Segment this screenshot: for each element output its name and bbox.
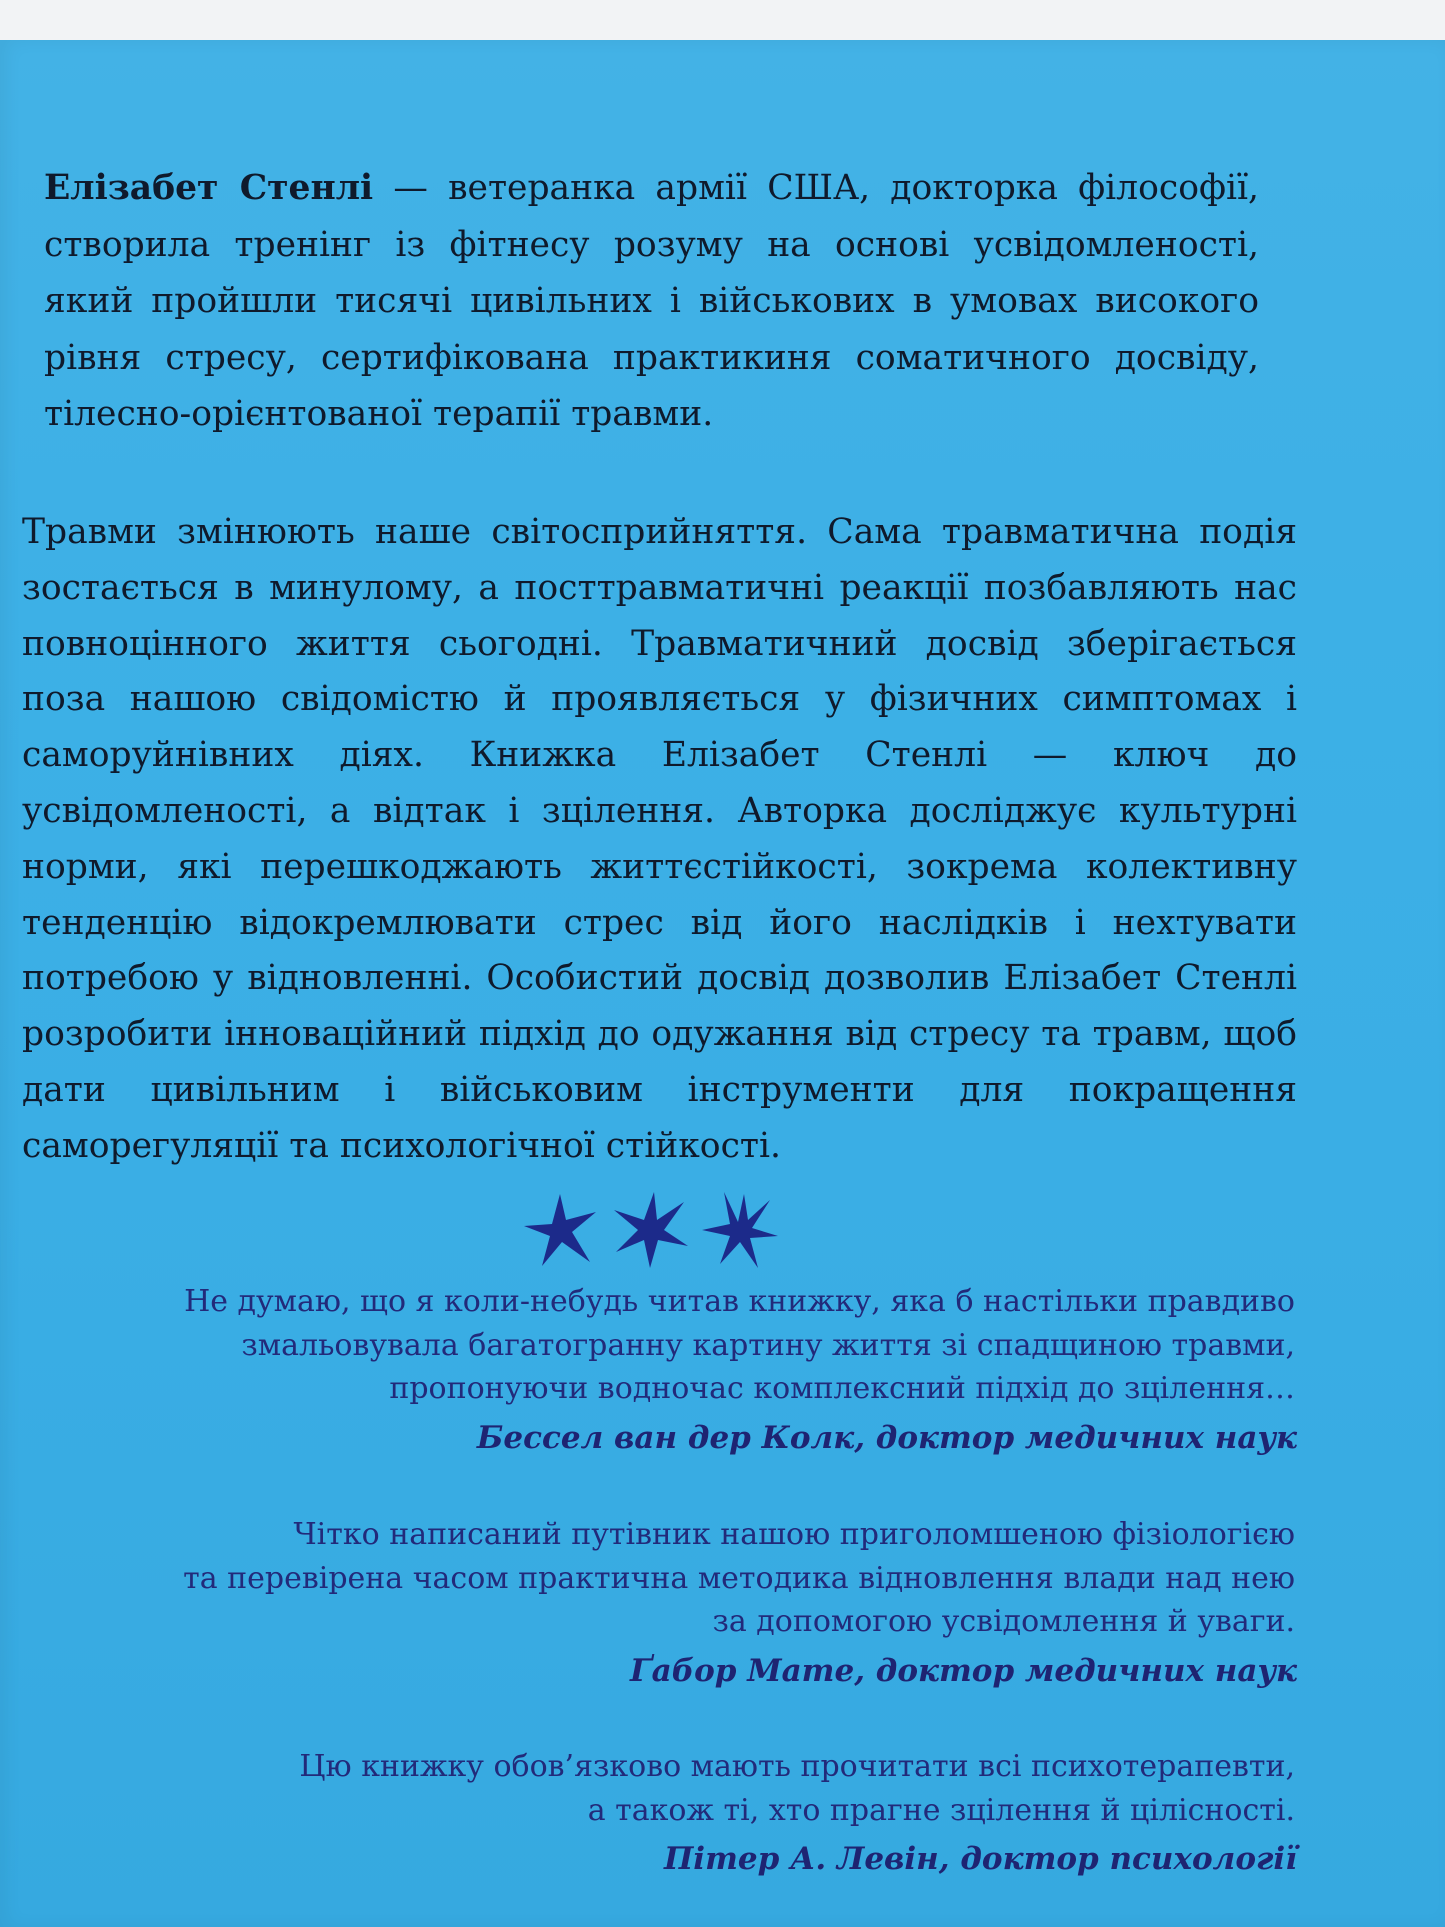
star-icon xyxy=(610,1190,690,1270)
quote-line: змальовувала багатогранну картину життя зі спадщиною травми, xyxy=(241,1327,1295,1363)
quote-line: Не думаю, що я коли-небудь читав книжку, яка б настільки правдиво xyxy=(184,1284,1295,1319)
quote-attribution: Бессел ван дер Колк, доктор медичних наук xyxy=(476,1420,1297,1456)
star-icon xyxy=(700,1190,780,1270)
quote-line: пропонуючи водночас комплексний підхід до зцілення… xyxy=(389,1371,1295,1406)
quote-attribution: Ґабор Мате, доктор медичних наук xyxy=(629,1653,1297,1689)
author-bio-text: — ветеранка армії США, докторка філософії, створила тренінг із фітнесу розуму на основі усвідомленості, який пройшли тисячі цивільних і військових в умовах високого рівня стресу, сертифікована практикиня соматичного досвіду, тілесно-орієнтованої терапії травми. xyxy=(44,168,1260,434)
quote-line: за допомогою усвідомлення й уваги. xyxy=(712,1604,1295,1639)
quote-line: Чітко написаний путівник нашою приголомшеною фізіологією xyxy=(293,1517,1295,1552)
review-quote-2 xyxy=(65,1513,1295,1644)
quote-attribution: Пітер А. Левін, доктор психології xyxy=(664,1841,1297,1877)
book-back-cover xyxy=(0,40,1445,1927)
quote-line: а також ті, хто прагне зцілення й цілісності. xyxy=(587,1792,1295,1828)
review-quote-3 xyxy=(65,1745,1295,1832)
star-ornament xyxy=(520,1190,780,1280)
quote-line: та перевірена часом практична методика відновлення влади над нею xyxy=(183,1560,1295,1596)
quote-line: Цю книжку обов’язково мають прочитати всі психотерапевти, xyxy=(299,1749,1295,1784)
book-description: Травми змінюють наше світосприйняття. Сама травматична подія зостається в минулому, а посттравматичні реакції позбавляють нас повноцінного життя сьогодні. Травматичний досвід зберігається поза нашою свідомістю й проявляється у фізичних симптомах і саморуйнівних діях. Книжка Елізабет Стенлі — ключ до усвідомленості, а відтак і зцілення. Авторка досліджує культурні норми, які перешкоджають життєстійкості, зокрема колективну тенденцію відокремлювати стрес від його наслідків і нехтувати потребою у відновленні. Особистий досвід дозволив Елізабет Стенлі розробити інноваційний підхід до одужання від стресу та травм, щоб дати цивільним і військовим інструменти для покращення саморегуляції та психологічної стійкості. xyxy=(22,512,1297,1166)
review-quote-1 xyxy=(65,1280,1295,1411)
author-name: Елізабет Стенлі xyxy=(44,168,374,208)
star-icon xyxy=(520,1190,600,1270)
author-bio xyxy=(44,160,1259,443)
